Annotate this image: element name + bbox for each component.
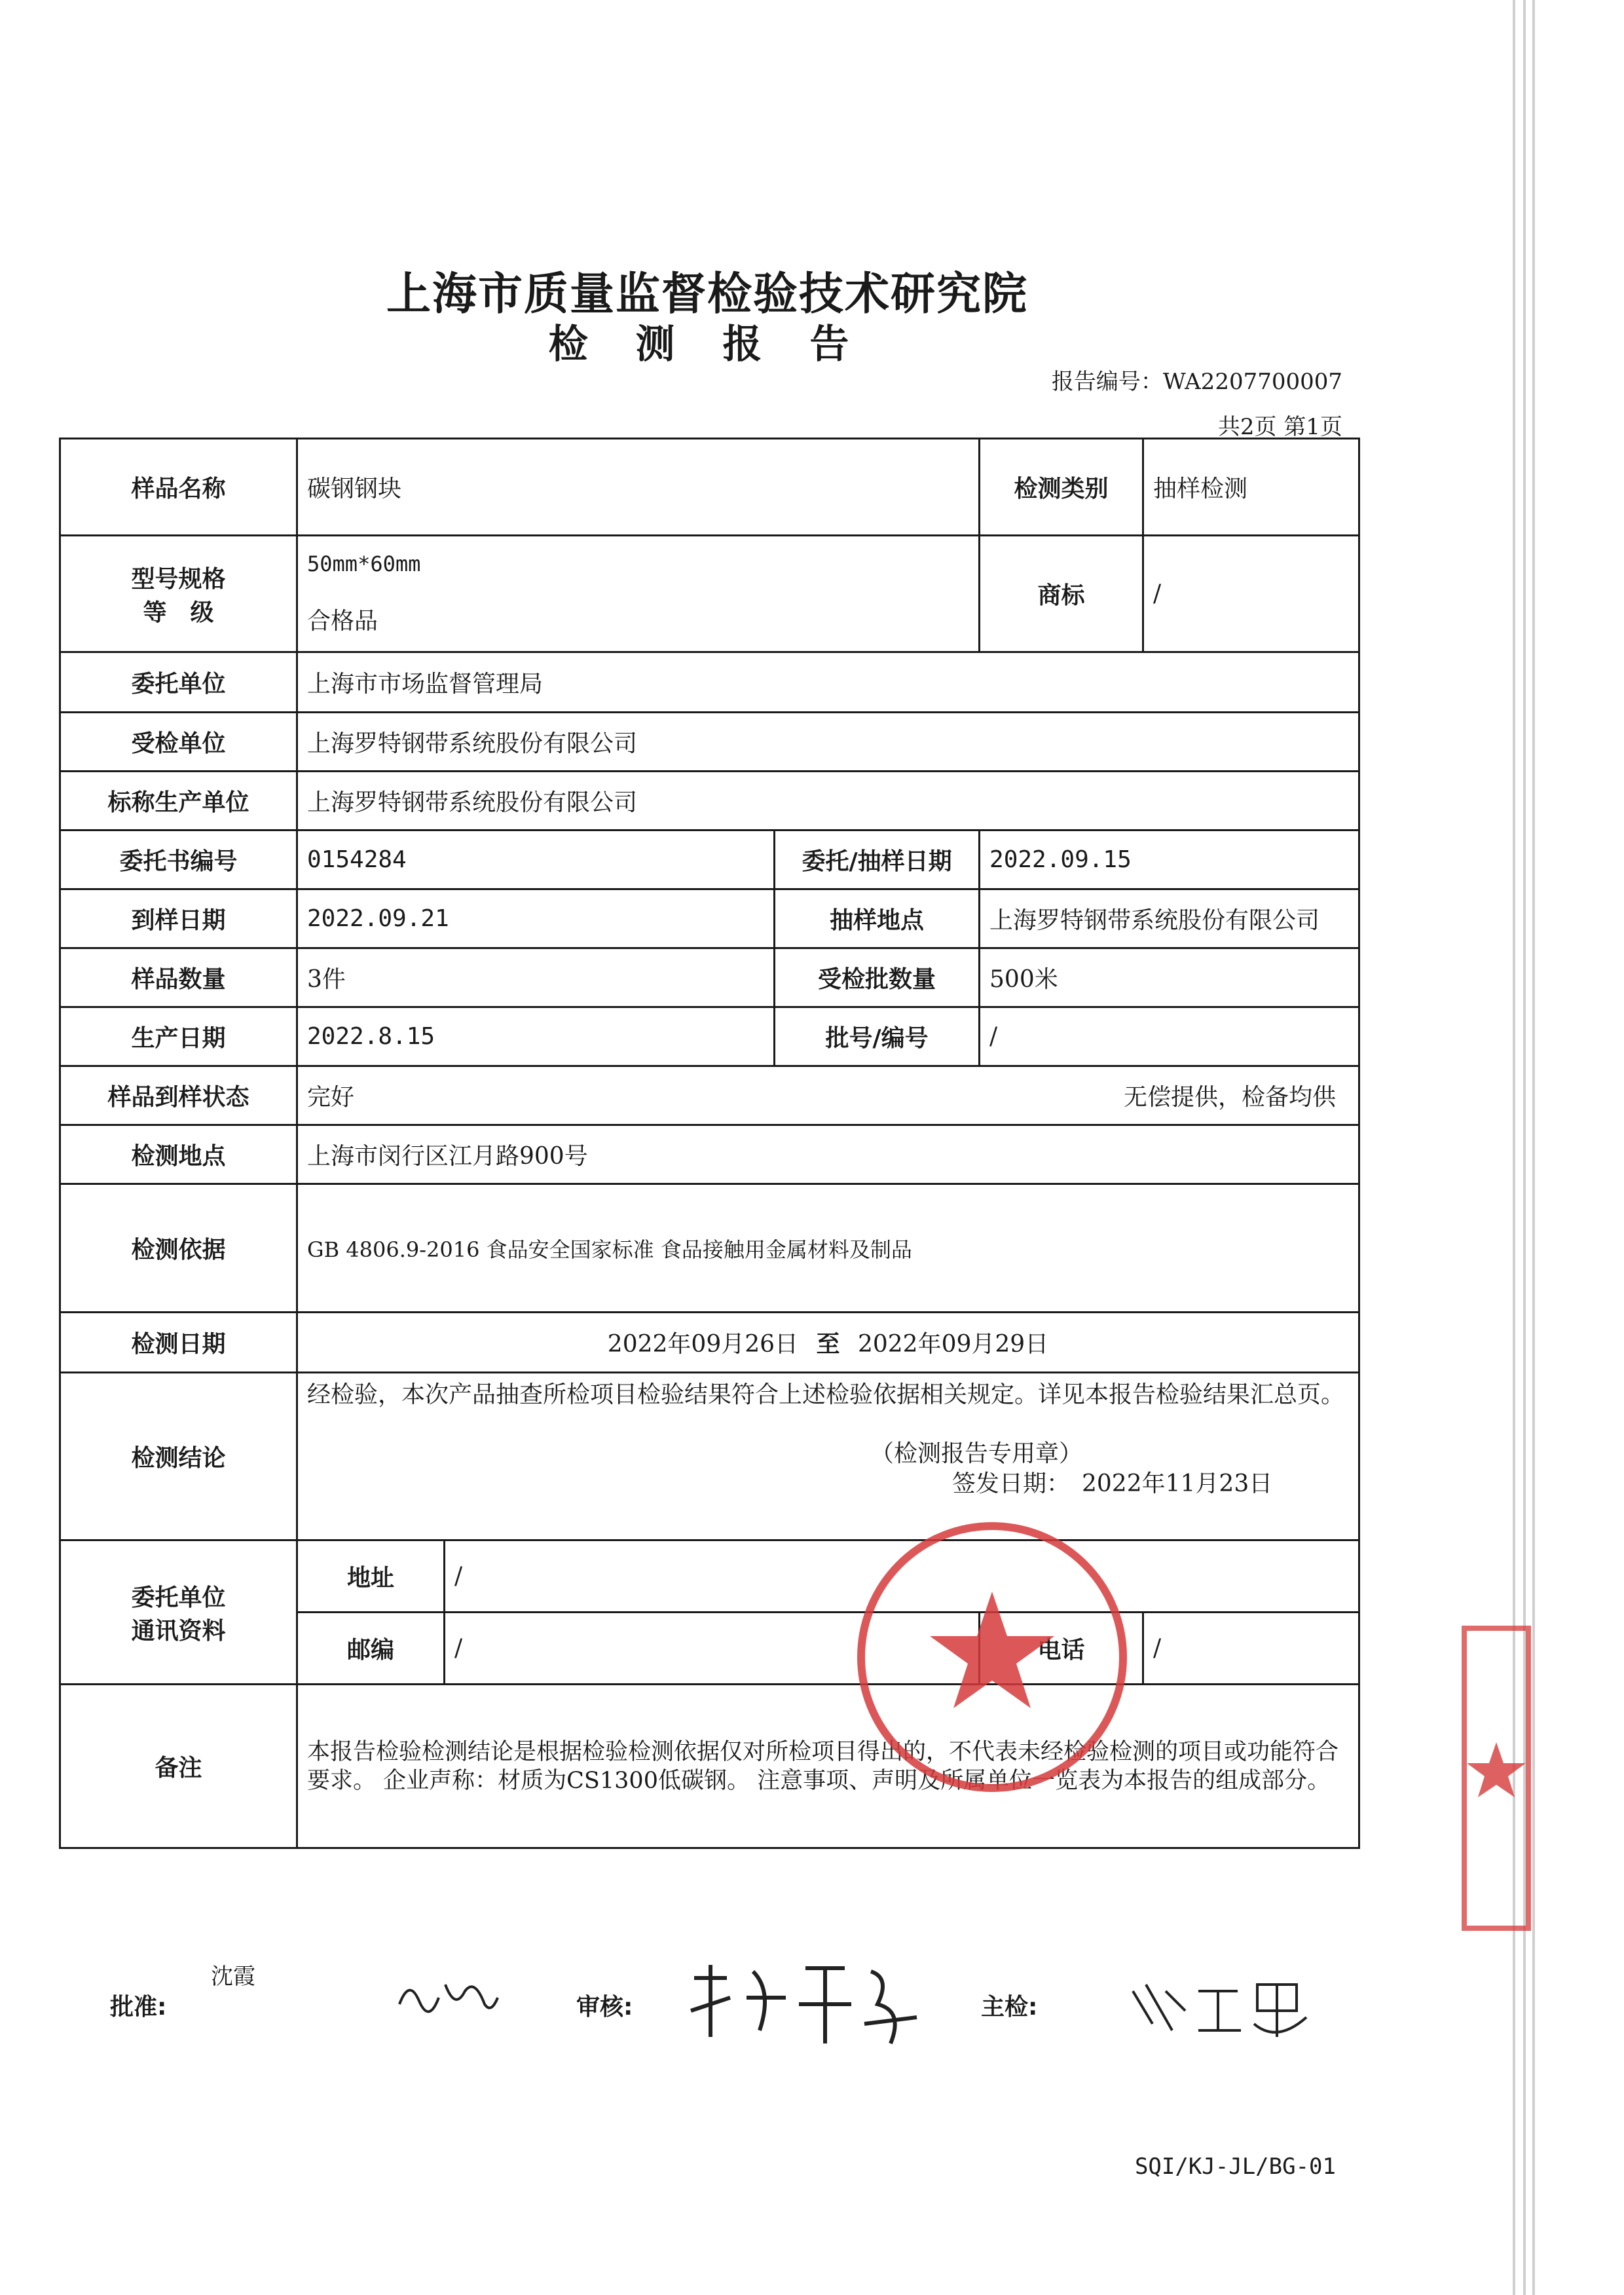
page-info: 共2页 第1页 xyxy=(1217,414,1342,440)
batch-no-label: 批号/编号 xyxy=(775,1007,980,1066)
test-date-label: 检测日期 xyxy=(60,1313,297,1373)
form-code: SQI/KJ-JL/BG-01 xyxy=(1134,2154,1336,2180)
client-label: 委托单位 xyxy=(60,652,297,713)
institute-name: 上海市质量监督检验技术研究院 xyxy=(386,269,1028,320)
row-quantity xyxy=(60,948,1359,1007)
sample-state-note: 无偿提供，检备均供 xyxy=(1124,1084,1337,1111)
inspector-signature xyxy=(1126,1971,1323,2043)
commission-no-value: 0154284 xyxy=(297,830,775,889)
report-title: 检 测 报 告 xyxy=(548,322,866,367)
trademark-value: / xyxy=(1143,536,1359,652)
sample-state-cell xyxy=(297,1066,1359,1125)
row-commission xyxy=(60,830,1359,889)
client-value: 上海市市场监督管理局 xyxy=(297,652,1359,713)
postcode-value: / xyxy=(445,1613,980,1685)
report-table xyxy=(59,438,1360,1849)
row-manufacturer xyxy=(60,772,1359,830)
batch-no-value: / xyxy=(980,1007,1359,1066)
test-category-label: 检测类别 xyxy=(980,439,1143,536)
phone-label: 电话 xyxy=(980,1613,1143,1685)
sample-qty-value: 3件 xyxy=(297,948,775,1007)
test-location-label: 检测地点 xyxy=(60,1125,297,1184)
commission-no-label: 委托书编号 xyxy=(60,830,297,889)
sample-state-value: 完好 xyxy=(307,1084,355,1111)
row-client xyxy=(60,652,1359,713)
row-sample-name xyxy=(60,439,1359,536)
sampling-place-label: 抽样地点 xyxy=(775,889,980,948)
inspector-label: 主检: xyxy=(981,1994,1038,2021)
row-contact-address xyxy=(60,1540,1359,1613)
sample-state-label: 样品到样状态 xyxy=(60,1066,297,1125)
trademark-label: 商标 xyxy=(980,536,1143,652)
sample-name-value: 碳钢钢块 xyxy=(297,439,980,536)
sampling-date-label: 委托/抽样日期 xyxy=(775,830,980,889)
production-date-value: 2022.8.15 xyxy=(297,1007,775,1066)
test-date-start: 2022年09月26日 xyxy=(607,1331,799,1358)
model-grade-label xyxy=(60,536,297,652)
report-number: 报告编号：WA2207700007 xyxy=(1051,369,1342,395)
model-grade-value xyxy=(297,536,980,652)
row-sample-state xyxy=(60,1066,1359,1125)
approver-signature xyxy=(393,1965,504,2024)
review-label: 审核: xyxy=(576,1994,633,2021)
page-edge xyxy=(1532,0,1535,2295)
batch-qty-label: 受检批数量 xyxy=(775,948,980,1007)
grade-value: 合格品 xyxy=(307,608,378,635)
row-test-date xyxy=(60,1313,1359,1373)
test-location-value: 上海市闵行区江月路900号 xyxy=(297,1125,1359,1184)
page-edge xyxy=(1513,0,1515,2295)
row-remarks xyxy=(60,1685,1359,1848)
inspected-unit-label: 受检单位 xyxy=(60,713,297,772)
contact-label xyxy=(60,1540,297,1685)
production-date-label: 生产日期 xyxy=(60,1007,297,1066)
manufacturer-value: 上海罗特钢带系统股份有限公司 xyxy=(297,772,1359,830)
sampling-date-value: 2022.09.15 xyxy=(980,830,1359,889)
conclusion-label: 检测结论 xyxy=(60,1373,297,1540)
sample-qty-label: 样品数量 xyxy=(60,948,297,1007)
edge-stamp xyxy=(1460,1624,1532,1932)
arrival-date-label: 到样日期 xyxy=(60,889,297,948)
phone-value: / xyxy=(1143,1613,1359,1685)
approve-label: 批准: xyxy=(110,1994,167,2021)
postcode-label: 邮编 xyxy=(297,1613,445,1685)
approver-name: 沈霞 xyxy=(211,1964,255,1990)
batch-qty-value: 500米 xyxy=(980,948,1359,1007)
contact-label-line1: 委托单位 xyxy=(131,1584,226,1611)
test-date-end: 2022年09月29日 xyxy=(857,1331,1049,1358)
arrival-date-value: 2022.09.21 xyxy=(297,889,775,948)
sample-name-label: 样品名称 xyxy=(60,439,297,536)
test-date-to: 至 xyxy=(816,1331,840,1358)
manufacturer-label: 标称生产单位 xyxy=(60,772,297,830)
official-stamp xyxy=(848,1513,1136,1801)
page-edge xyxy=(1523,0,1526,2295)
row-inspected-unit xyxy=(60,713,1359,772)
row-test-basis xyxy=(60,1184,1359,1313)
row-test-location xyxy=(60,1125,1359,1184)
conclusion-text: 经检验，本次产品抽查所检项目检验结果符合上述检验依据相关规定。详见本报告检验结果汇总页。 xyxy=(307,1381,1345,1408)
model-spec: 50mm*60mm xyxy=(307,551,421,576)
test-category-value: 抽样检测 xyxy=(1143,439,1359,536)
row-production xyxy=(60,1007,1359,1066)
grade-label: 等 级 xyxy=(143,599,214,626)
row-conclusion xyxy=(60,1373,1359,1540)
issue-date: 签发日期： 2022年11月23日 xyxy=(952,1470,1273,1497)
sampling-place-value: 上海罗特钢带系统股份有限公司 xyxy=(980,889,1359,948)
remarks-text: 本报告检验检测结论是根据检验检测依据仅对所检项目得出的，不代表未经检验检测的项目或功能符合要求。 企业声称：材质为CS1300低碳钢。 注意事项、声明及所属单位一览表为本报告的组成部分。 xyxy=(297,1685,1359,1848)
address-label: 地址 xyxy=(297,1540,445,1613)
row-arrival xyxy=(60,889,1359,948)
row-model-grade xyxy=(60,536,1359,652)
model-label: 型号规格 xyxy=(131,565,226,593)
inspected-unit-value: 上海罗特钢带系统股份有限公司 xyxy=(297,713,1359,772)
test-date-cell xyxy=(297,1313,1359,1373)
remarks-label: 备注 xyxy=(60,1685,297,1848)
test-basis-value: GB 4806.9-2016 食品安全国家标准 食品接触用金属材料及制品 xyxy=(297,1184,1359,1313)
stamp-note: （检测报告专用章） xyxy=(870,1440,1083,1467)
contact-label-line2: 通讯资料 xyxy=(131,1617,226,1645)
reviewer-signature xyxy=(681,1952,930,2050)
test-basis-label: 检测依据 xyxy=(60,1184,297,1313)
address-value: / xyxy=(445,1540,1359,1613)
conclusion-cell xyxy=(297,1373,1359,1540)
